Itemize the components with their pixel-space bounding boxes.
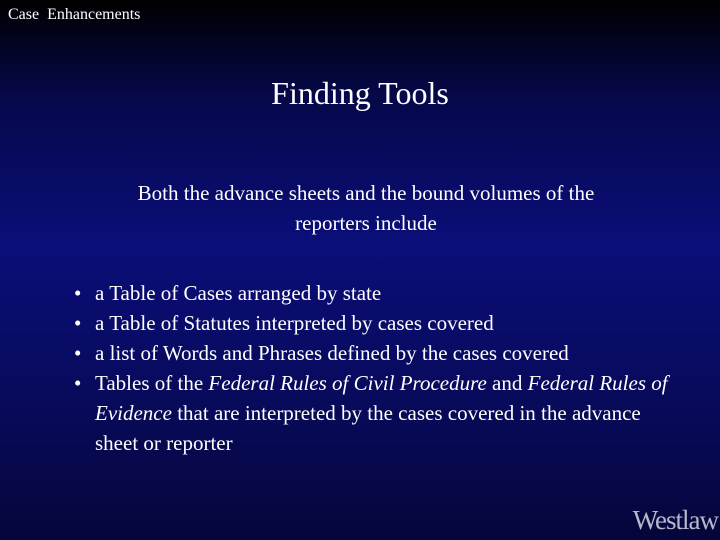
bullet-list: [74, 278, 684, 458]
slide-title: Finding Tools: [271, 75, 449, 111]
bullet-item: [74, 278, 684, 308]
bullet-marker: •: [74, 281, 82, 305]
bullet-marker: •: [74, 371, 82, 395]
evidence-rules-title: Federal Rules of Evidence: [95, 371, 668, 425]
bullet-item: [74, 368, 684, 458]
bullet-text-part: that are interpreted by the cases covered in the advance sheet or reporter: [95, 401, 641, 455]
bullet-item: [74, 308, 684, 338]
bullet-text-part: and: [486, 371, 528, 395]
section-label: Case Enhancements: [8, 6, 141, 23]
bullet-item: [74, 338, 684, 368]
westlaw-logo: Westlaw: [632, 505, 718, 535]
bullet-marker: •: [74, 311, 82, 335]
bullet-text: a list of Words and Phrases defined by the cases covered: [95, 341, 569, 365]
slide-intro: Both the advance sheets and the bound volumes of the reporters include: [137, 181, 595, 235]
bullet-text: a Table of Statutes interpreted by cases covered: [95, 311, 494, 335]
bullet-marker: •: [74, 341, 82, 365]
bullet-text-part: Tables of the: [95, 371, 209, 395]
bullet-text: a Table of Cases arranged by state: [95, 281, 382, 305]
civil-procedure-rules-title: Federal Rules of Civil Procedure: [208, 371, 487, 395]
